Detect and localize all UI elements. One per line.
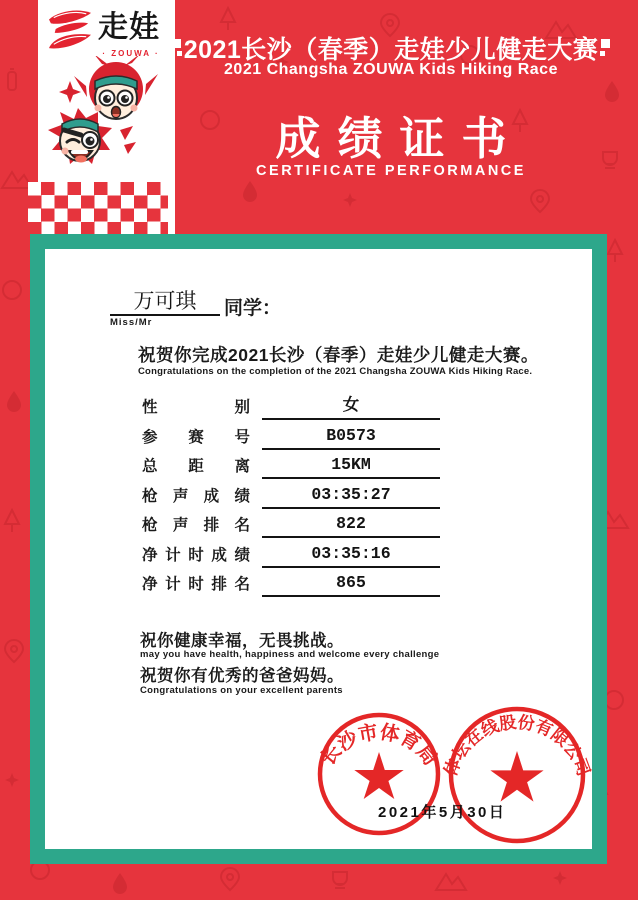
field-row-distance bbox=[142, 455, 440, 479]
field-label: 性别 bbox=[142, 399, 250, 416]
certificate-title-cn: 成绩证书 bbox=[275, 113, 524, 164]
zouwa-swoosh-icon bbox=[46, 9, 94, 51]
brand-name-en: · ZOUWA · bbox=[102, 49, 160, 58]
field-row-net-time bbox=[142, 544, 440, 568]
field-value: 822 bbox=[262, 514, 440, 538]
event-title-cn: 2021长沙（春季）走娃少儿健走大赛 bbox=[183, 36, 599, 64]
wish2-en: Congratulations on your excellent parents bbox=[140, 685, 343, 696]
field-value: 15KM bbox=[262, 455, 440, 479]
field-row-gender bbox=[142, 396, 440, 420]
field-value: 865 bbox=[262, 573, 440, 597]
field-label: 净计时成绩 bbox=[142, 546, 250, 564]
field-value: 03:35:27 bbox=[262, 485, 440, 509]
certificate-date: 2021年5月30日 bbox=[378, 804, 507, 821]
field-label: 枪声排名 bbox=[142, 517, 250, 534]
student-name: 万可琪 bbox=[110, 288, 220, 316]
field-row-net-rank bbox=[142, 573, 440, 597]
salutation-sub: Miss/Mr bbox=[110, 317, 153, 328]
field-value: 女 bbox=[262, 396, 440, 420]
field-label: 总距离 bbox=[142, 458, 250, 475]
wish1-en: may you have health, happiness and welcome every challenge bbox=[140, 649, 440, 660]
mascot-kids-icon bbox=[40, 56, 162, 188]
brand-logo bbox=[46, 7, 168, 59]
field-label: 净计时排名 bbox=[142, 576, 250, 593]
wish2-cn: 祝贺你有优秀的爸爸妈妈。 bbox=[140, 667, 344, 685]
field-label: 参赛号 bbox=[142, 428, 250, 446]
congrats-line-en: Congratulations on the completion of the 2021 Changsha ZOUWA Kids Hiking Race. bbox=[138, 366, 533, 377]
brand-name-cn: 走娃 bbox=[98, 11, 160, 44]
stamp-text-sports-bureau: 长沙市体育局 bbox=[316, 721, 442, 770]
stamp-text-titan-online: 体坛在线股份有限公司 bbox=[440, 712, 594, 779]
title-deco-right-icon bbox=[607, 35, 610, 61]
event-title-en: 2021 Changsha ZOUWA Kids Hiking Race bbox=[224, 61, 558, 78]
field-label: 枪声成绩 bbox=[142, 487, 250, 505]
field-row-bib bbox=[142, 426, 440, 450]
field-row-gun-rank bbox=[142, 514, 440, 538]
congrats-line-cn: 祝贺你完成2021长沙（春季）走娃少儿健走大赛。 bbox=[138, 345, 539, 365]
wish1-cn: 祝你健康幸福，无畏挑战。 bbox=[140, 632, 344, 650]
field-row-gun-time bbox=[142, 485, 440, 509]
field-value: 03:35:16 bbox=[262, 544, 440, 568]
checkerboard-decoration bbox=[28, 182, 168, 235]
field-value: B0573 bbox=[262, 426, 440, 450]
official-stamps bbox=[0, 690, 638, 865]
salutation: 同学： bbox=[224, 298, 282, 319]
certificate-title-en: CERTIFICATE PERFORMANCE bbox=[256, 163, 526, 179]
title-deco-left-icon bbox=[172, 35, 175, 61]
